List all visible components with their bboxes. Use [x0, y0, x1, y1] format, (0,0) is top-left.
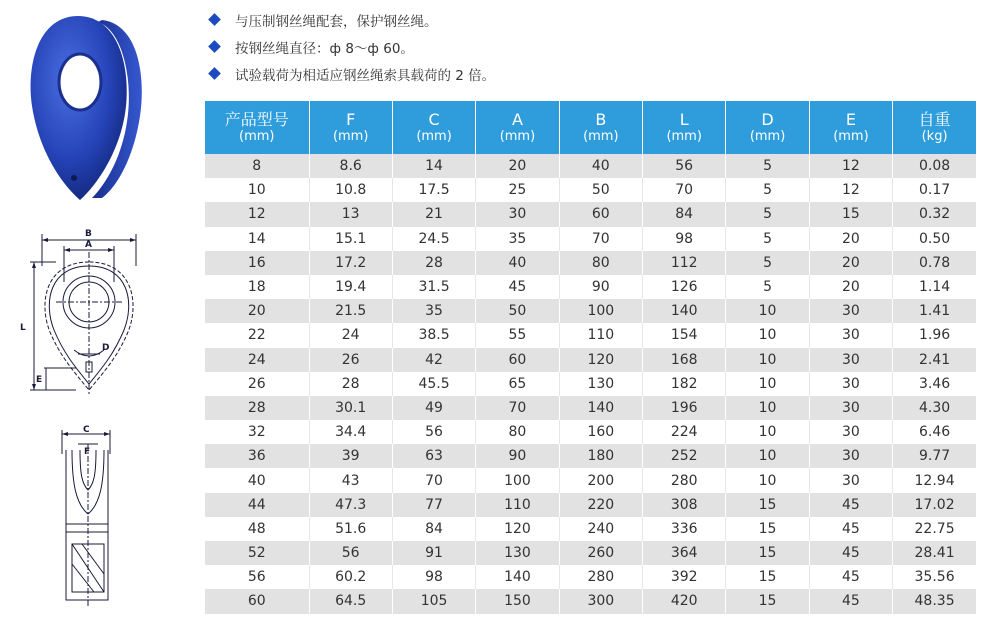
table-cell: 35.56 [893, 565, 976, 589]
table-cell: 56 [309, 541, 392, 565]
table-cell: 28 [205, 396, 309, 420]
table-cell: 43 [309, 468, 392, 492]
table-row [205, 444, 976, 468]
table-cell: 20 [205, 299, 309, 323]
table-cell: 70 [643, 178, 726, 202]
column-header-label: F [346, 109, 356, 129]
note-item [208, 33, 495, 60]
table-cell: 98 [643, 227, 726, 251]
table-cell: 12 [205, 202, 309, 226]
table-cell: 45 [809, 517, 892, 541]
table-cell: 9.77 [893, 444, 976, 468]
table-cell: 80 [476, 420, 559, 444]
table-cell: 56 [643, 154, 726, 178]
diamond-bullet-icon [208, 67, 221, 80]
table-cell: 5 [726, 178, 809, 202]
table-cell: 4.30 [893, 396, 976, 420]
front-view-drawing [16, 222, 166, 404]
table-cell: 196 [643, 396, 726, 420]
table-cell: 112 [643, 251, 726, 275]
table-cell: 90 [476, 444, 559, 468]
diamond-bullet-icon [208, 40, 221, 53]
table-cell: 392 [643, 565, 726, 589]
column-header-label: B [595, 109, 607, 129]
dim-label-l: L [20, 323, 26, 333]
table-row [205, 517, 976, 541]
table-cell: 56 [205, 565, 309, 589]
table-cell: 20 [809, 227, 892, 251]
table-cell: 14 [205, 227, 309, 251]
note-item [208, 60, 495, 87]
column-header [726, 101, 809, 154]
feature-notes [208, 6, 495, 87]
table-cell: 30 [809, 323, 892, 347]
spec-table [205, 101, 976, 614]
table-cell: 308 [643, 493, 726, 517]
table-row [205, 178, 976, 202]
table-cell: 60 [205, 589, 309, 613]
table-header-row [205, 101, 976, 154]
table-cell: 91 [392, 541, 475, 565]
table-row [205, 541, 976, 565]
table-cell: 13 [309, 202, 392, 226]
column-header [392, 101, 475, 154]
column-header-unit: (kg) [921, 128, 948, 144]
diamond-bullet-icon [208, 13, 221, 26]
table-cell: 40 [476, 251, 559, 275]
column-header [643, 101, 726, 154]
table-cell: 10 [205, 178, 309, 202]
note-text: 与压制钢丝绳配套，保护钢丝绳。 [235, 13, 438, 30]
table-cell: 10 [726, 420, 809, 444]
table-cell: 1.14 [893, 275, 976, 299]
table-row [205, 202, 976, 226]
table-cell: 77 [392, 493, 475, 517]
table-cell: 84 [392, 517, 475, 541]
table-cell: 21 [392, 202, 475, 226]
table-cell: 30 [809, 396, 892, 420]
table-cell: 180 [559, 444, 642, 468]
table-cell: 55 [476, 323, 559, 347]
table-cell: 336 [643, 517, 726, 541]
table-cell: 21.5 [309, 299, 392, 323]
table-cell: 364 [643, 541, 726, 565]
column-header-unit: (mm) [239, 128, 275, 144]
dim-label-a: A [85, 240, 92, 250]
column-header [309, 101, 392, 154]
table-cell: 20 [809, 275, 892, 299]
table-cell: 10 [726, 348, 809, 372]
table-cell: 12.94 [893, 468, 976, 492]
table-cell: 32 [205, 420, 309, 444]
table-row [205, 275, 976, 299]
table-cell: 90 [559, 275, 642, 299]
table-cell: 30 [809, 468, 892, 492]
table-cell: 12 [809, 154, 892, 178]
table-cell: 70 [559, 227, 642, 251]
table-cell: 100 [559, 299, 642, 323]
table-cell: 420 [643, 589, 726, 613]
table-cell: 182 [643, 372, 726, 396]
table-cell: 126 [643, 275, 726, 299]
column-header-label: 自重 [918, 109, 951, 129]
column-header-label: L [679, 109, 689, 129]
table-cell: 140 [559, 396, 642, 420]
table-cell: 10 [726, 396, 809, 420]
table-cell: 80 [559, 251, 642, 275]
table-cell: 45 [809, 589, 892, 613]
table-cell: 17.5 [392, 178, 475, 202]
table-cell: 100 [476, 468, 559, 492]
table-cell: 15 [726, 541, 809, 565]
table-cell: 48 [205, 517, 309, 541]
table-cell: 300 [559, 589, 642, 613]
table-cell: 22 [205, 323, 309, 347]
table-cell: 31.5 [392, 275, 475, 299]
table-cell: 2.41 [893, 348, 976, 372]
table-cell: 64.5 [309, 589, 392, 613]
table-cell: 280 [559, 565, 642, 589]
table-cell: 30 [809, 420, 892, 444]
table-cell: 17.02 [893, 493, 976, 517]
table-cell: 252 [643, 444, 726, 468]
table-cell: 45.5 [392, 372, 475, 396]
table-cell: 34.4 [309, 420, 392, 444]
column-header-unit: (mm) [833, 128, 869, 144]
table-cell: 45 [476, 275, 559, 299]
table-cell: 26 [205, 372, 309, 396]
table-cell: 70 [476, 396, 559, 420]
table-cell: 51.6 [309, 517, 392, 541]
note-item [208, 6, 495, 33]
table-row [205, 323, 976, 347]
table-cell: 84 [643, 202, 726, 226]
table-cell: 44 [205, 493, 309, 517]
table-cell: 110 [476, 493, 559, 517]
table-cell: 150 [476, 589, 559, 613]
column-header-unit: (mm) [416, 128, 452, 144]
table-cell: 14 [392, 154, 475, 178]
column-header-unit: (mm) [666, 128, 702, 144]
table-body [205, 154, 976, 614]
table-row [205, 251, 976, 275]
table-cell: 160 [559, 420, 642, 444]
table-cell: 45 [809, 541, 892, 565]
table-cell: 6.46 [893, 420, 976, 444]
table-cell: 10 [726, 444, 809, 468]
table-cell: 28 [392, 251, 475, 275]
table-cell: 1.96 [893, 323, 976, 347]
table-cell: 140 [476, 565, 559, 589]
table-cell: 48.35 [893, 589, 976, 613]
table-cell: 45 [809, 493, 892, 517]
table-cell: 5 [726, 251, 809, 275]
table-cell: 60 [559, 202, 642, 226]
table-cell: 10 [726, 299, 809, 323]
product-photo [18, 6, 158, 206]
note-text: 试验载荷为相适应钢丝绳索具载荷的 2 倍。 [235, 67, 496, 84]
table-row [205, 468, 976, 492]
table-cell: 30 [809, 372, 892, 396]
table-cell: 30 [809, 299, 892, 323]
dim-label-e: E [36, 375, 43, 385]
table-cell: 35 [392, 299, 475, 323]
table-cell: 224 [643, 420, 726, 444]
column-header-unit: (mm) [332, 128, 369, 144]
table-cell: 220 [559, 493, 642, 517]
table-cell: 280 [643, 468, 726, 492]
dim-label-b: B [85, 229, 92, 239]
table-cell: 3.46 [893, 372, 976, 396]
table-cell: 0.32 [893, 202, 976, 226]
table-cell: 30 [809, 444, 892, 468]
table-cell: 15.1 [309, 227, 392, 251]
table-cell: 42 [392, 348, 475, 372]
column-header-unit: (mm) [499, 128, 536, 144]
table-cell: 25 [476, 178, 559, 202]
dim-label-d: D [102, 343, 110, 353]
column-header-label: A [511, 109, 523, 129]
table-cell: 17.2 [309, 251, 392, 275]
note-text: 按钢丝绳直径：ф 8～ф 60。 [235, 40, 414, 57]
dim-label-f: F [84, 447, 91, 457]
table-cell: 120 [476, 517, 559, 541]
table-cell: 240 [559, 517, 642, 541]
table-cell: 30.1 [309, 396, 392, 420]
table-row [205, 348, 976, 372]
table-cell: 10 [726, 372, 809, 396]
table-cell: 260 [559, 541, 642, 565]
table-cell: 105 [392, 589, 475, 613]
table-cell: 28 [309, 372, 392, 396]
dim-label-c: C [83, 425, 90, 435]
table-row [205, 589, 976, 613]
table-cell: 50 [476, 299, 559, 323]
table-cell: 22.75 [893, 517, 976, 541]
table-cell: 28.41 [893, 541, 976, 565]
column-header [893, 101, 976, 154]
table-cell: 20 [476, 154, 559, 178]
table-cell: 98 [392, 565, 475, 589]
table-cell: 130 [476, 541, 559, 565]
table-cell: 39 [309, 444, 392, 468]
table-cell: 0.08 [893, 154, 976, 178]
table-cell: 24 [309, 323, 392, 347]
table-cell: 20 [809, 251, 892, 275]
table-row [205, 372, 976, 396]
column-header-label: D [761, 109, 774, 129]
table-cell: 63 [392, 444, 475, 468]
column-header [809, 101, 892, 154]
table-row [205, 420, 976, 444]
table-cell: 35 [476, 227, 559, 251]
column-header-label: C [428, 109, 440, 129]
table-cell: 0.50 [893, 227, 976, 251]
table-row [205, 493, 976, 517]
table-cell: 0.17 [893, 178, 976, 202]
table-cell: 24 [205, 348, 309, 372]
table-cell: 52 [205, 541, 309, 565]
table-cell: 5 [726, 275, 809, 299]
table-cell: 40 [205, 468, 309, 492]
table-cell: 110 [559, 323, 642, 347]
table-cell: 26 [309, 348, 392, 372]
table-cell: 5 [726, 202, 809, 226]
table-cell: 8.6 [309, 154, 392, 178]
table-cell: 15 [726, 517, 809, 541]
table-cell: 50 [559, 178, 642, 202]
table-cell: 30 [476, 202, 559, 226]
table-cell: 154 [643, 323, 726, 347]
table-cell: 15 [726, 589, 809, 613]
table-cell: 5 [726, 154, 809, 178]
table-cell: 15 [726, 493, 809, 517]
table-cell: 15 [726, 565, 809, 589]
column-header [476, 101, 559, 154]
table-row [205, 227, 976, 251]
table-cell: 56 [392, 420, 475, 444]
column-header-label: 产品型号 [224, 109, 289, 129]
column-header [205, 101, 309, 154]
table-cell: 45 [809, 565, 892, 589]
table-cell: 0.78 [893, 251, 976, 275]
table-row [205, 396, 976, 420]
table-cell: 120 [559, 348, 642, 372]
table-cell: 30 [809, 348, 892, 372]
table-cell: 130 [559, 372, 642, 396]
table-cell: 40 [559, 154, 642, 178]
table-cell: 49 [392, 396, 475, 420]
side-view-drawing [48, 424, 128, 614]
table-cell: 5 [726, 227, 809, 251]
table-cell: 60 [476, 348, 559, 372]
table-cell: 18 [205, 275, 309, 299]
table-row [205, 299, 976, 323]
table-cell: 36 [205, 444, 309, 468]
column-header-unit: (mm) [583, 128, 619, 144]
table-cell: 24.5 [392, 227, 475, 251]
column-header [559, 101, 642, 154]
table-cell: 16 [205, 251, 309, 275]
table-cell: 140 [643, 299, 726, 323]
table-cell: 200 [559, 468, 642, 492]
table-cell: 10 [726, 468, 809, 492]
column-header-label: E [845, 109, 856, 129]
table-cell: 8 [205, 154, 309, 178]
table-cell: 70 [392, 468, 475, 492]
table-cell: 47.3 [309, 493, 392, 517]
table-row [205, 565, 976, 589]
table-cell: 10.8 [309, 178, 392, 202]
table-cell: 1.41 [893, 299, 976, 323]
table-cell: 15 [809, 202, 892, 226]
table-cell: 38.5 [392, 323, 475, 347]
table-cell: 168 [643, 348, 726, 372]
table-cell: 65 [476, 372, 559, 396]
table-cell: 60.2 [309, 565, 392, 589]
table-cell: 19.4 [309, 275, 392, 299]
table-cell: 10 [726, 323, 809, 347]
table-row [205, 154, 976, 178]
table-cell: 12 [809, 178, 892, 202]
column-header-unit: (mm) [749, 128, 786, 144]
